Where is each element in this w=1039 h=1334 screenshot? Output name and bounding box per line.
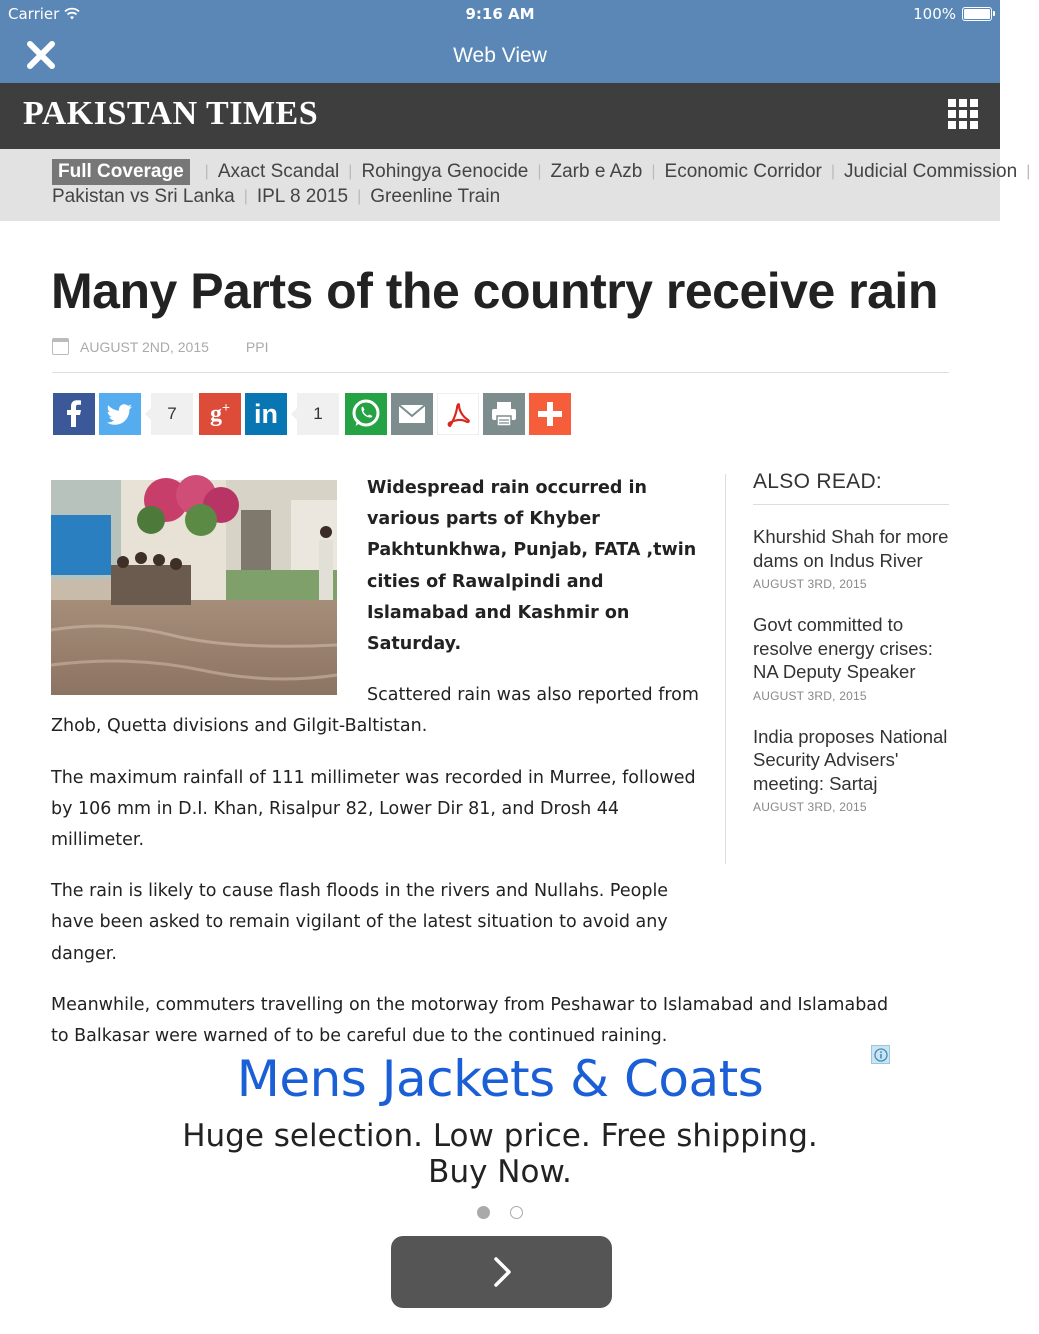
coverage-link[interactable]: Pakistan vs Sri Lanka bbox=[52, 186, 235, 207]
whatsapp-share-icon[interactable] bbox=[345, 393, 387, 435]
webview-top-bar bbox=[0, 0, 1000, 83]
also-read-link[interactable]: Khurshid Shah for more dams on Indus River bbox=[753, 526, 949, 571]
ad-next-button[interactable] bbox=[391, 1236, 612, 1308]
also-read-link[interactable]: India proposes National Security Advisers' meeting: Sartaj bbox=[753, 725, 948, 794]
also-read-date: AUGUST 3RD, 2015 bbox=[753, 577, 867, 591]
battery-icon bbox=[962, 7, 992, 21]
more-share-plus-icon[interactable] bbox=[529, 393, 571, 435]
coverage-separator: | bbox=[243, 188, 248, 205]
coverage-separator: | bbox=[830, 163, 836, 180]
article-paragraph: The maximum rainfall of 111 millimeter was recorded in Murree, followed by 106 mm in D.I. Khan, Risalpur 82, Lower Dir 81, and Drosh 44 millimeter. bbox=[51, 767, 696, 851]
coverage-link[interactable]: Axact Scandal bbox=[217, 161, 340, 182]
calendar-icon bbox=[52, 338, 69, 355]
share-bar bbox=[53, 393, 571, 435]
article-date: AUGUST 2ND, 2015 bbox=[80, 338, 209, 355]
grid-menu-icon[interactable] bbox=[948, 99, 978, 129]
article-headline: Many Parts of the country receive rain bbox=[51, 263, 938, 319]
article-paragraph: Meanwhile, commuters travelling on the motorway from Peshawar to Islamabad and Islamabad to Balkasar were warned of to be careful due to the continued raining. bbox=[51, 994, 889, 1047]
also-read-sidebar bbox=[753, 470, 949, 836]
site-masthead bbox=[0, 83, 1000, 149]
also-read-item[interactable] bbox=[753, 525, 949, 591]
battery-indicator bbox=[913, 5, 992, 23]
sidebar-divider bbox=[725, 474, 726, 864]
twitter-share-icon[interactable] bbox=[99, 393, 141, 435]
coverage-nav-line-1 bbox=[52, 159, 1039, 185]
ad-pagination bbox=[0, 1206, 1000, 1219]
coverage-link[interactable]: Economic Corridor bbox=[664, 161, 822, 182]
coverage-separator: | bbox=[537, 163, 542, 180]
ios-status-bar bbox=[0, 0, 1000, 28]
site-logo[interactable]: PAKISTAN TIMES bbox=[23, 95, 319, 132]
article-lead: Widespread rain occurred in various parts of Khyber Pakhtunkhwa, Punjab, FATA ,twin cities of Rawalpindi and Islamabad and Kashmir on Saturday. bbox=[367, 478, 697, 655]
chevron-right-icon bbox=[487, 1254, 517, 1290]
coverage-separator: | bbox=[1026, 163, 1031, 180]
also-read-link[interactable]: Govt committed to resolve energy crises: NA Deputy Speaker bbox=[753, 614, 933, 682]
ad-page-dot[interactable] bbox=[510, 1206, 523, 1219]
divider bbox=[52, 372, 949, 373]
coverage-separator: | bbox=[357, 188, 362, 205]
coverage-separator: | bbox=[348, 163, 353, 180]
email-share-icon[interactable] bbox=[391, 393, 433, 435]
battery-percent: 100% bbox=[913, 5, 956, 23]
coverage-link[interactable]: Zarb e Azb bbox=[550, 161, 643, 182]
article-meta bbox=[52, 338, 268, 355]
coverage-link[interactable]: IPL 8 2015 bbox=[256, 186, 349, 207]
coverage-separator: | bbox=[651, 163, 656, 180]
ad-page-dot[interactable] bbox=[477, 1206, 490, 1219]
facebook-share-icon[interactable] bbox=[53, 393, 95, 435]
coverage-nav-line-2 bbox=[52, 186, 500, 208]
also-read-date: AUGUST 3RD, 2015 bbox=[753, 688, 867, 703]
coverage-link[interactable]: Rohingya Genocide bbox=[361, 161, 529, 182]
linkedin-share-icon[interactable]: in bbox=[245, 393, 287, 435]
coverage-nav bbox=[0, 149, 1031, 221]
clock: 9:16 AM bbox=[465, 5, 535, 23]
coverage-link[interactable]: Greenline Train bbox=[370, 186, 501, 207]
coverage-separator: | bbox=[204, 163, 209, 180]
linkedin-share-count: 1 bbox=[297, 393, 339, 435]
also-read-date: AUGUST 3RD, 2015 bbox=[753, 800, 867, 814]
print-share-icon[interactable] bbox=[483, 393, 525, 435]
twitter-share-count: 7 bbox=[151, 393, 193, 435]
google-plus-share-icon[interactable]: g+ bbox=[199, 393, 241, 435]
ad-headline-link[interactable]: Mens Jackets & Coats bbox=[236, 1050, 764, 1108]
carrier-label: Carrier bbox=[8, 5, 60, 23]
also-read-item[interactable] bbox=[753, 613, 949, 703]
coverage-link[interactable]: Judicial Commission bbox=[844, 161, 1018, 182]
webview-title: Web View bbox=[453, 44, 547, 67]
article-paragraph: Scattered rain was also reported from Zhob, Quetta divisions and Gilgit-Baltistan. bbox=[51, 685, 699, 737]
also-read-item[interactable] bbox=[753, 725, 949, 815]
coverage-heading: Full Coverage bbox=[52, 159, 190, 185]
article-paragraph: The rain is likely to cause flash floods in the rivers and Nullahs. People have been asked to remain vigilant of the latest situation to avoid any danger. bbox=[51, 881, 669, 964]
ad-description: Huge selection. Low price. Free shipping. Buy Now. bbox=[182, 1118, 818, 1190]
pdf-share-icon[interactable] bbox=[437, 393, 479, 435]
article-source: PPI bbox=[245, 338, 269, 355]
also-read-title: ALSO READ: bbox=[753, 470, 949, 505]
